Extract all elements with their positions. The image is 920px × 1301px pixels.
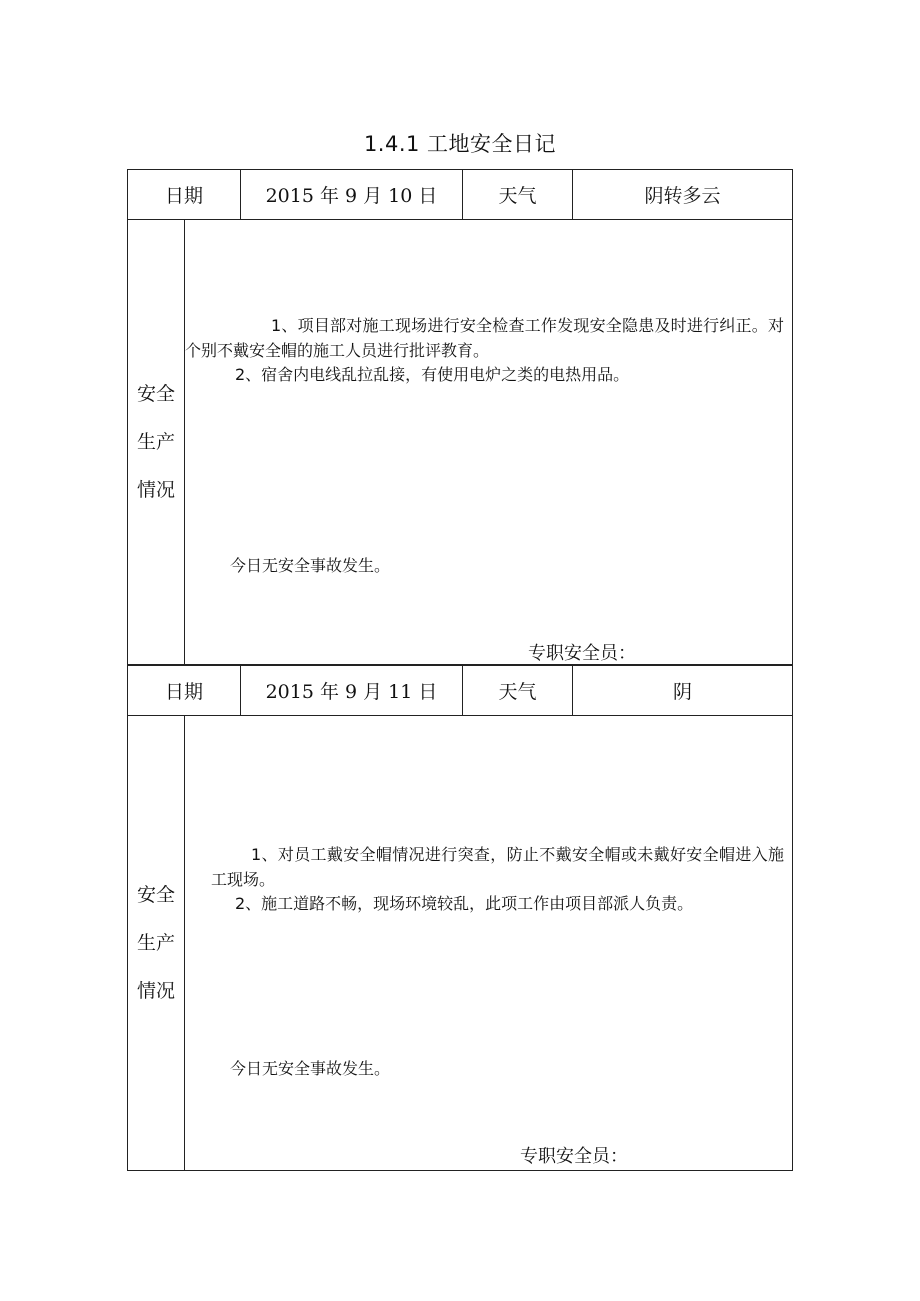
date-label: 日期 xyxy=(128,666,241,715)
page-title: 1.4.1 工地安全日记 xyxy=(363,132,557,156)
side-label-line: 情况 xyxy=(136,478,175,501)
entry-1-body xyxy=(127,219,793,665)
weather-label: 天气 xyxy=(463,170,573,219)
safety-item: 2、施工道路不畅，现场环境较乱，此项工作由项目部派人负责。 xyxy=(235,894,694,913)
no-accident-note: 今日无安全事故发生。 xyxy=(230,556,391,575)
weather-label: 天气 xyxy=(463,666,573,715)
safety-item: 1、对员工戴安全帽情况进行突查，防止不戴安全帽或未戴好安全帽进入施工现场。 xyxy=(211,845,784,889)
safety-production-label xyxy=(128,219,185,664)
weather-value: 阴转多云 xyxy=(644,185,721,207)
safety-content xyxy=(185,715,792,1170)
no-accident-note: 今日无安全事故发生。 xyxy=(230,1059,391,1078)
date-value: 2015 年 9 月 10 日 xyxy=(241,170,463,219)
weather-value: 阴 xyxy=(672,681,692,703)
safety-production-label xyxy=(128,715,185,1170)
safety-officer-signature: 专职安全员： xyxy=(528,643,636,664)
date-value: 2015 年 9 月 11 日 xyxy=(241,666,463,715)
side-label-line: 安全 xyxy=(136,883,175,906)
entry-2-body xyxy=(127,715,793,1171)
entry-1-header-row xyxy=(127,169,793,220)
entry-2-header-row xyxy=(127,665,793,716)
safety-content xyxy=(185,219,792,664)
safety-item: 1、项目部对施工现场进行安全检查工作发现安全隐患及时进行纠正。对个别不戴安全帽的施工人员进行批评教育。 xyxy=(185,316,784,360)
date-label: 日期 xyxy=(128,170,241,219)
side-label-line: 安全 xyxy=(136,382,175,405)
safety-item: 2、宿舍内电线乱拉乱接，有使用电炉之类的电热用品。 xyxy=(235,365,630,384)
side-label-line: 情况 xyxy=(136,979,175,1002)
side-label-line: 生产 xyxy=(136,931,175,954)
side-label-line: 生产 xyxy=(136,430,175,453)
safety-officer-signature: 专职安全员： xyxy=(520,1146,628,1167)
